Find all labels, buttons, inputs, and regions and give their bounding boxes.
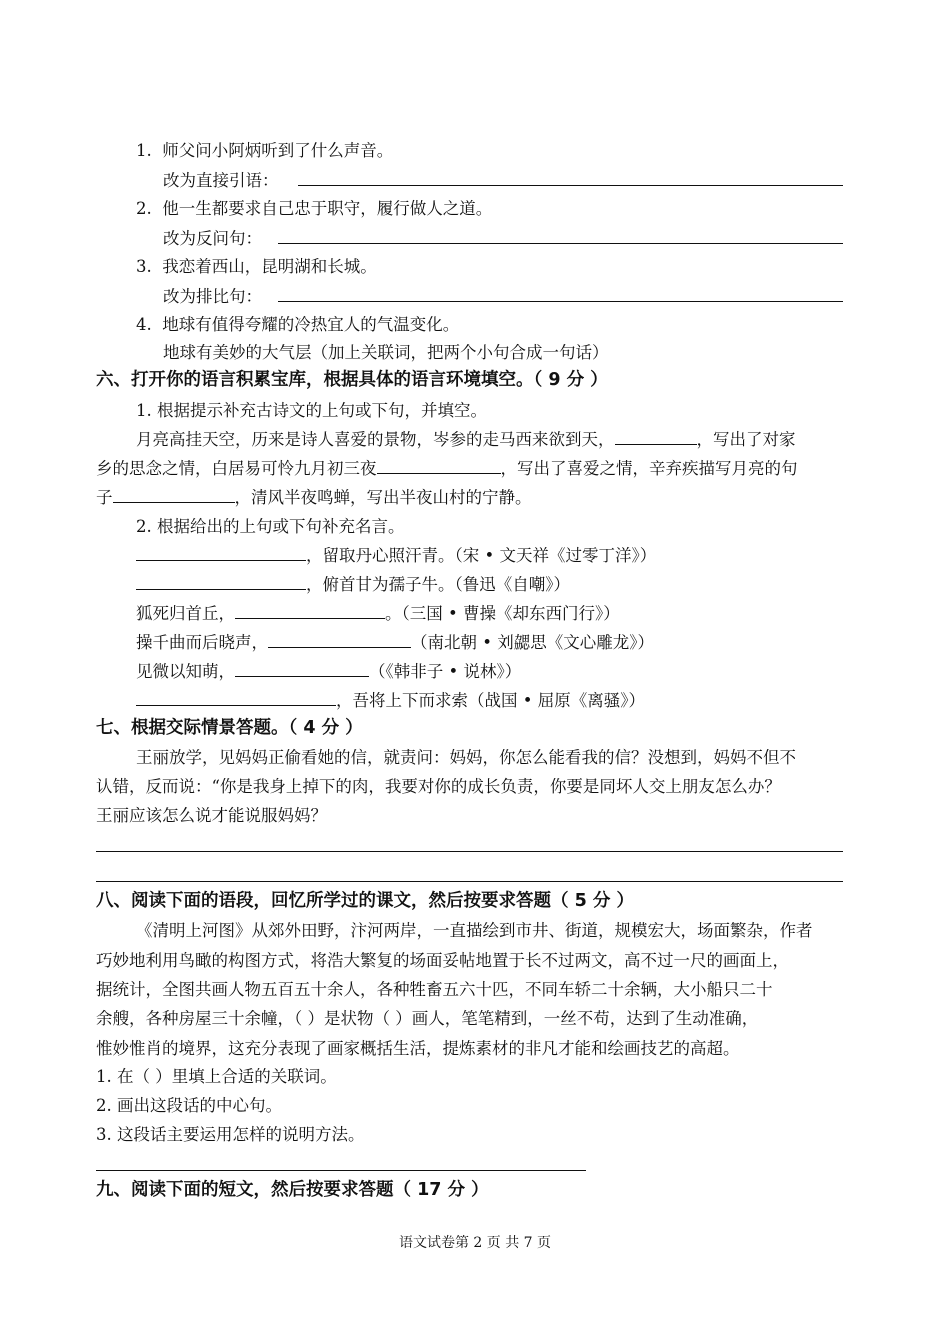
q5-4-text: 4. 地球有值得夸耀的冷热宜人的气温变化。: [136, 315, 460, 334]
q8-line-1: 《清明上河图》从郊外田野，汴河两岸，一直描绘到市井、街道，规模宏大，场面繁杂，作者: [136, 921, 813, 940]
q5-2-text: 2. 他一生都要求自己忠于职守，履行做人之道。: [136, 199, 493, 218]
q7-line-2: 认错，反而说：“你是我身上掉下的肉，我要对你的成长负责，你要是同坏人交上朋友怎么办？: [96, 777, 781, 796]
section-7-title: 七、根据交际情景答题。（ 4 分 ）: [96, 718, 363, 738]
q6-1-line-1: 月亮高挂天空，历来是诗人喜爱的景物，岑参的走马西来欲到天， ，写出了对家: [136, 430, 796, 449]
q8-question-2: 2. 画出这段话的中心句。: [96, 1096, 282, 1115]
quote-4: 操千曲而后晓声， （南北朝 • 刘勰思《文心雕龙》）: [136, 633, 654, 652]
q6-1-line-3: 子 ，清风半夜鸣蝉，写出半夜山村的宁静。: [96, 488, 532, 507]
q5-1-text: 1. 师父问小阿炳听到了什么声音。: [136, 141, 394, 160]
quote-6: ，吾将上下而求索（战国 • 屈原《离骚》）: [136, 690, 645, 712]
quote-5-blank[interactable]: [235, 662, 369, 677]
q5-3-answer-line[interactable]: [278, 301, 843, 302]
quote-1: ，留取丹心照汗青。（宋 • 文天祥《过零丁洋》）: [136, 545, 656, 567]
section-8-title: 八、阅读下面的语段，回忆所学过的课文，然后按要求答题（ 5 分 ）: [96, 891, 634, 911]
q6-1-blank-2[interactable]: [377, 459, 501, 474]
q5-1-answer-line[interactable]: [298, 185, 843, 186]
quote-2: ，俯首甘为孺子牛。（鲁迅《自嘲》）: [136, 574, 570, 596]
q6-2-title: 2. 根据给出的上句或下句补充名言。: [136, 517, 405, 536]
q5-1-prompt: 改为直接引语：: [163, 171, 279, 190]
q7-answer-line-1[interactable]: [96, 851, 843, 852]
q8-line-5: 惟妙惟肖的境界，这充分表现了画家概括生活，提炼素材的非凡才能和绘画技艺的高超。: [96, 1039, 740, 1058]
q5-3-prompt: 改为排比句：: [163, 287, 262, 306]
quote-4-blank[interactable]: [268, 633, 411, 648]
quote-3: 狐死归首丘， 。（三国 • 曹操《却东西门行》）: [136, 604, 620, 623]
page-footer: 语文试卷第 2 页 共 7 页: [398, 1235, 552, 1251]
q7-line-1: 王丽放学，见妈妈正偷看她的信，就责问：妈妈，你怎么能看我的信？没想到，妈妈不但不: [136, 748, 796, 767]
q7-answer-line-2[interactable]: [96, 881, 843, 882]
q6-1-blank-3[interactable]: [113, 488, 235, 503]
quote-6-blank[interactable]: [136, 691, 336, 706]
q8-question-1: 1. 在（ ）里填上合适的关联词。: [96, 1067, 337, 1086]
section-6-title: 六、打开你的语言积累宝库，根据具体的语言环境填空。（ 9 分 ）: [96, 370, 608, 390]
quote-5: 见微以知萌， （《韩非子 • 说林》）: [136, 662, 522, 681]
q5-2-prompt: 改为反问句：: [163, 229, 262, 248]
q6-1-line-2: 乡的思念之情，白居易可怜九月初三夜 ，写出了喜爱之情，辛弃疾描写月亮的句: [96, 459, 798, 478]
q8-answer-line[interactable]: [96, 1170, 586, 1171]
q8-line-4: 余艘，各种房屋三十余幢，（ ）是状物（ ）画人，笔笔精到，一丝不苟，达到了生动准确，: [96, 1009, 759, 1028]
q6-1-title: 1. 根据提示补充古诗文的上句或下句，并填空。: [136, 401, 487, 420]
q5-4-prompt: 地球有美妙的大气层（加上关联词，把两个小句合成一句话）: [163, 343, 609, 362]
q8-question-3: 3. 这段话主要运用怎样的说明方法。: [96, 1125, 365, 1144]
q5-2-answer-line[interactable]: [278, 243, 843, 244]
q5-3-text: 3. 我恋着西山，昆明湖和长城。: [136, 257, 377, 276]
q6-1-blank-1[interactable]: [615, 430, 697, 445]
q8-line-2: 巧妙地利用鸟瞰的构图方式，将浩大繁复的场面妥帖地置于长不过两文，高不过一尺的画面上，: [96, 951, 789, 970]
quote-1-blank[interactable]: [136, 546, 306, 561]
section-9-title: 九、阅读下面的短文，然后按要求答题（ 17 分 ）: [96, 1180, 489, 1200]
quote-2-blank[interactable]: [136, 575, 306, 590]
q7-line-3: 王丽应该怎么说才能说服妈妈？: [96, 806, 327, 825]
quote-3-blank[interactable]: [235, 604, 385, 619]
q8-line-3: 据统计，全图共画人物五百五十余人，各种牲畜五六十匹，不同车轿二十余辆，大小船只二十: [96, 980, 773, 999]
